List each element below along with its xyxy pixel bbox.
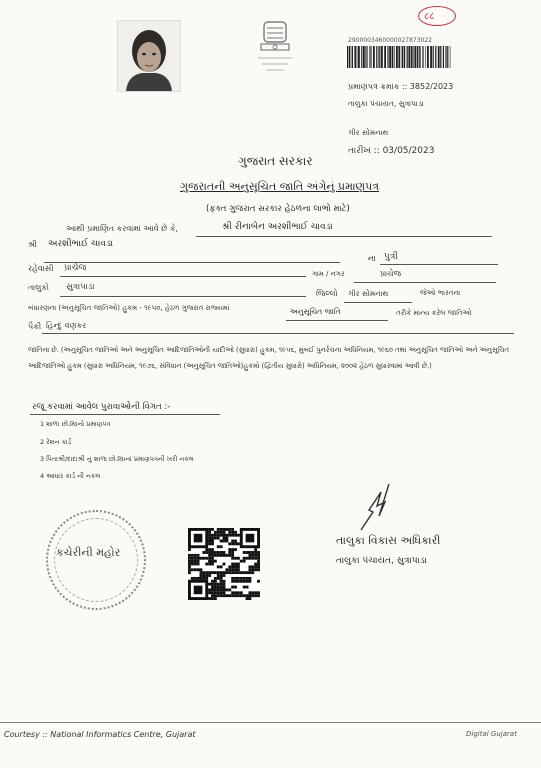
district-label: જિલ્લો [316,289,338,298]
qr-code-icon [188,528,260,600]
constitution-text: બંધારણના (અનુસૂચિત જાતિઓ) હુકમ - ૧૯૫૦, હેઠળ ગુજરાત રાજ્યમાં [28,304,230,312]
document-item: 1 શાળા છોડ્યાનો પ્રમાણપત્ર [40,420,111,428]
corner-number: ८८ [424,11,435,22]
father-name: અરશીભાઈ ચાવડા [48,239,114,249]
seal-text: કચેરીની મહોર [56,546,121,559]
name-underline [196,236,492,237]
barcode-number: 2900003460000027873022 [348,37,432,44]
documents-title-underline [30,414,220,415]
caste-value: હિન્દુ વણકર [46,321,87,330]
office-seal [46,510,146,610]
recognized-text: તરીકે માન્ય કરેલ જાતિઓ [396,309,472,317]
issuing-office: તાલુકા પંચાયત, સુત્રાપાડા [348,99,424,108]
barcode-icon [346,46,452,68]
relation-underline [380,264,498,265]
government-title: ગુજરાત સરકાર [238,154,313,168]
footer-courtesy: Courtesy :: National Informatics Centre, Gujarat [4,730,196,739]
relation-value: પુત્રી [384,252,398,262]
officer-office: તાલુકા પંચાયત, સુત્રાપાડા [336,556,427,566]
caste-class-underline [286,320,388,321]
documents-title: રજૂ કરવામાં આવેલ પુરાવાઓની વિગત :- [32,402,171,412]
taluka-underline [60,296,306,297]
village-value: પ્રાચેજ [380,269,402,278]
document-item: 4 આધાર કાર્ડ ની નકલ [40,472,101,480]
certificate-subtitle: (ફક્ત ગુજરાત સરકાર હેઠળના લાભો માટે) [206,204,350,214]
resident-underline [60,276,306,277]
citizen-text: જેઓ ભારતના [420,289,461,297]
emblem-icon [252,18,298,78]
holder-name: શ્રી રીનાબેન અરશીભાઈ ચાવડા [222,222,333,232]
caste-class: અનુસૂચિત જાતિ [290,307,341,316]
signature-mark [355,482,395,532]
among-label: પૈકી [28,322,42,331]
village-label: ગામ / નગર [312,270,345,278]
relation-connector: ના [368,254,376,263]
issuing-place: ગીર સોમનાથ [348,128,389,137]
father-underline [44,262,340,263]
document-item: 2 રેશન કાર્ડ [40,438,72,446]
applicant-photo [117,20,181,92]
district-value: ગીર સોમનાથ [348,289,389,298]
district-underline [344,302,412,303]
footer-brand: Digital Gujarat [466,730,517,738]
footer-rule [0,722,541,723]
certification-prefix: આથી પ્રમાણિત કરવામાં આવે છે કે, [66,224,179,233]
certificate-number: પ્રમાણપત્ર ક્રમાંક :: 3852/2023 [348,82,454,91]
portrait-image [118,21,180,91]
issue-date: તારીખ :: 03/05/2023 [348,146,435,156]
officer-title: તાલુકા વિકાસ અધિકારી [336,534,441,547]
certificate-title: ગુજરાતની અનુસૂચિત જાતિ અંગેનું પ્રમાણપત્ર [180,180,380,193]
resident-label: રહેવાસી [28,264,54,273]
taluka-label: તાલુકો [28,283,49,292]
legal-paragraph: જાતિના છે. (અનુસૂચિત જાતિઓ અને અનુસૂચિત આદિજાતિઓની યાદીઓ (સુધારા) હુકમ, ૧૯૫૬, મુંબઈ પુનર્રચના અધિનિયમ, ૧૯૬૦ તથા અનુસૂચિત જાતિઓ અને અનુસૂચિત આદિજાતિઓ હુકમ (સુધારા અધિનિયમ, ૧૯૭૬, સંવિધાન (અનુસૂચિત જાતિઓ)હુકમો (દ્વિતીય સુધારો) અધિનિયમ, ૨૦૦૨ હેઠળ સુધારવામાં આવી છે.) [28,346,509,370]
village-underline [354,282,496,283]
relation-prefix: શ્રી [28,240,37,249]
taluka-value: સુત્રાપાડા [66,282,95,292]
document-item: 3 પિતાશ્રી/દાદાશ્રી નું શાળા છોડ્યાનાં પ્રમાણપત્રની ખરી નકલ [40,455,194,463]
caste-underline [42,333,514,334]
resident-village: પ્રાચેજ [64,263,87,273]
